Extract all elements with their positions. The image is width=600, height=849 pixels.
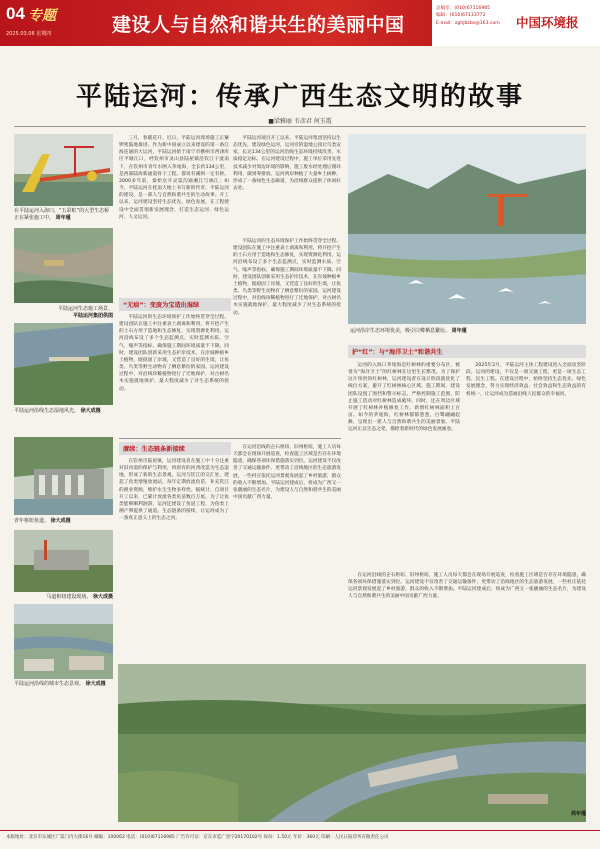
section-divider <box>119 438 341 439</box>
caption-credit: 徐大成摄 <box>80 408 101 414</box>
section2-heading: 赓续：生态链条新接续 <box>119 442 231 455</box>
photo-river-works <box>14 228 113 303</box>
footer-info: 本版地址：北京市东城区广渠门内大街16号 邮编：100062 电话：(010)67116985 广告许可证：京东市监广登字20170102号 每份：1.50元 年价：360元 印刷：人民日报印务有限责任公司 <box>6 835 389 840</box>
photo-canal-aerial <box>118 664 586 822</box>
photo-egrets-lake <box>348 134 586 324</box>
section1-heading: “无痕”：变废为宝造出湿绿 <box>119 298 231 311</box>
section1-text-cont: 平陆运河的生态环境保护工作始终贯穿全过程。建设团队在施工中注重表土剥离和利用，将开挖产生的土石方用于造地和生态修复，实现资源化利用。运河沿线布设了多个生态监测点，实时监测水质、空气、噪声等指标，确保施工期间环境质量不下降。同时，建设团队创新采用生态护岸技术，在岸坡种植乡土植物，既稳固了岸坡，又营造了良好的生境，让鱼类、鸟类等野生动物有了栖息繁衍的家园。运河建设过程中，对沿线珍稀植物进行了迁地保护，对古树名木实施就地保护，最大程度减少了对生态系统的扰动。 <box>233 239 341 316</box>
contact-info <box>436 5 508 27</box>
issue-date: 2025.03.06 星期四 <box>6 31 52 37</box>
caption-credit: 徐大成摄 <box>50 518 71 524</box>
article-title: 平陆运河：传承广西生态文明的故事 <box>75 82 524 112</box>
photo-fishway <box>14 437 113 515</box>
caption-text: 平陆运河沿线的城市生态景观。 <box>14 681 85 687</box>
caption-5 <box>14 594 113 601</box>
section3-text: 运河的入海口茅尾海是红树林的重要分布区，被誉为“海洋卫士”的红树林在这里生长繁茂。为了保护这片珍贵的红树林，运河建设者在设计阶段就优化了线位方案，避开了红树林核心区域。施工期间，建设团队设置了围挡和警示标志，严格控制施工范围，防止施工活动对红树林造成破坏。同时，还在周边区域开展了红树林补植修复工作，新增红树林面积上百亩。如今的茅尾海，红树林郁郁葱葱，白鹭翩翩起舞，呈现出一派人与自然和谐共生的美丽景象。平陆运河正以生态之笔，描绘着新时代的绿色发展画卷。 <box>348 363 460 433</box>
caption-credit: 徐大成摄 <box>92 594 113 600</box>
caption-8 <box>520 811 586 818</box>
caption-text: 青年枢纽鱼道。 <box>14 518 50 524</box>
caption-credit: 徐大成摄 <box>85 681 106 687</box>
col2-text: 平陆运河项目开工以来，平陆运河集团坚持以生态优先，建设绿色运河，运河旁的湿地公园让鸟类安家，长达134公里的运河沿线生态环境持续改善，水质稳定达标。在运河建设过程中，施工单位采用先进技术减少对周边环境的影响，施工废水经处理后循环利用，做到零排放。运河两岸种植了大量乡土树种，形成了一条绿色生态廊道，为沿线群众提供了休闲好去处。 <box>233 136 341 192</box>
contact-line: E-mail：zghjbzbs@163.com <box>436 20 500 26</box>
col3-text-cont: 在运河沿线的企石枢纽、旧州枢纽，施工人员每天都会在现场开展巡查，检查施工区域是否存在环境隐患，确保各项环保措施落实到位。运河建设不仅改善了交通运输条件，更带动了沿线地区的生态旅游发展，一些村庄依托运河景观发展起了乡村旅游，群众的收入不断增加。平陆运河建成后，将成为广西又一张靓丽的生态名片，为建设人与自然和谐共生的美丽中国贡献广西力量。 <box>348 573 586 600</box>
caption-text: 在平陆运河入海口，“五彩虹”的大型生态桥正在紧张施工中。 <box>14 208 110 221</box>
caption-2 <box>14 306 113 320</box>
paper-logo: 中国环境报 <box>516 15 579 30</box>
article-byline: ■梁雅丽 韦彦君 何玉霞 <box>268 118 332 125</box>
col4-text: 2025年2月，平陆运河主体工程建设进入全面攻坚阶段。运河的建设，不仅是一项交通工程，更是一项生态工程、民生工程。在建设过程中，始终坚持生态优先、绿色发展理念，努力实现经济效益、社会效益和生态效益的有机统一，让运河成为造福沿线人民群众的幸福河。 <box>466 363 586 397</box>
caption-text: 平陆运河生态施工场景。 <box>57 306 113 312</box>
caption-3 <box>14 408 113 415</box>
intro-text: 三月，春暖花开。近日，平陆运河现场施工正紧锣密鼓地推进。作为新中国成立以来建设的第一条江海连通的大运河，平陆运河始于南宁市横州市西津库区平塘江口，经钦州市灵山县陆屋镇沿钦江干流南下，在钦州市青年水闸入茅尾海，全长约134公里，是西部陆海新通道骨干工程。都说有溪则一定有桥。2000多年前，秦始皇开灵渠沟通湘江与漓江；如今，平陆运河在桂南大地上书写新的传奇。平陆运河的建设，是一部人与自然和谐共生的生动故事。开工以来，运河建设坚持生态优先、绿色发展，在工程建设中全面贯彻新发展理念，打造生态运河、绿色运河、人文运河。 <box>119 136 229 220</box>
page-headline: 建设人与自然和谐共生的美丽中国 <box>112 14 405 36</box>
footer-divider <box>0 830 600 831</box>
caption-credit: 周年瑾 <box>55 215 71 221</box>
caption-credit: 平陆运河集团供图 <box>72 313 113 319</box>
caption-4 <box>14 518 113 525</box>
section-name: 专题 <box>28 8 56 24</box>
photo-wetland <box>14 323 113 405</box>
col3-text: 在运河沿线的企石枢纽、旧州枢纽，施工人员每天都会在现场开展巡查，检查施工区域是否存在环境隐患，确保各项环保措施落实到位。运河建设不仅改善了交通运输条件，更带动了沿线地区的生态旅游发展，一些村庄依托运河景观发展起了乡村旅游，群众的收入不断增加。平陆运河建成后，将成为广西又一张靓丽的生态名片，为建设人与自然和谐共生的美丽中国贡献广西力量。 <box>233 445 341 501</box>
caption-7 <box>350 328 580 335</box>
caption-text: 运河沿岸生态环境优美，吸引白鹭栖息繁衍。 <box>350 328 451 334</box>
photo-city-view <box>14 604 113 679</box>
caption-6 <box>14 681 113 688</box>
contact-line: 总编室：(010)67116985 <box>436 6 491 11</box>
caption-1 <box>14 208 113 222</box>
contact-line: 编辑：(010)67113772 <box>436 13 486 19</box>
section1-text: 平陆运河的生态环境保护工作始终贯穿全过程。建设团队在施工中注重表土剥离和利用，将开挖产生的土石方用于造地和生态修复，实现资源化利用。运河沿线布设了多个生态监测点，实时监测水质、空气、噪声等指标，确保施工期间环境质量不下降。同时，建设团队创新采用生态护岸技术，在岸坡种植乡土植物，既稳固了岸坡，又营造了良好的生境，让鱼类、鸟类等野生动物有了栖息繁衍的家园。运河建设过程中，对沿线珍稀植物进行了迁地保护，对古树名木实施就地保护，最大程度减少了对生态系统的扰动。 <box>119 315 229 392</box>
photo-hub-construction <box>14 530 113 592</box>
caption-credit: 周年瑾 <box>570 811 586 817</box>
page-number: 04 <box>6 4 25 23</box>
caption-text: 马道枢纽建设现场。 <box>46 594 92 600</box>
section2-text: 在钦州市陆屋镇，运河建设者在施工中十分注重对旧河道的保护与利用，将原有的河湾改造为生态湿地，形成了新的生态景观。运河与钦江的交汇处，建起了鱼类增殖放流站，每年定期放流鱼苗，补充钦江的渔业资源，维护水生生物多样性。据统计，自项目开工以来，已累计放流各类鱼苗数百万尾。为了让鱼类能够顺利洄游，运河还建设了鱼道工程，为鱼类上溯产卵提供了通道。生态链条的接续，让运河成为了一条真正意义上的生态之河。 <box>119 459 229 522</box>
section3-heading: 护“红”：与“海洋卫士”和谐共生 <box>348 345 586 358</box>
photo-bridge-construction <box>14 134 113 206</box>
caption-credit: 周年瑾 <box>451 328 467 334</box>
title-divider <box>14 126 586 127</box>
caption-text: 平陆运河沿线生态湿地风光。 <box>14 408 80 414</box>
